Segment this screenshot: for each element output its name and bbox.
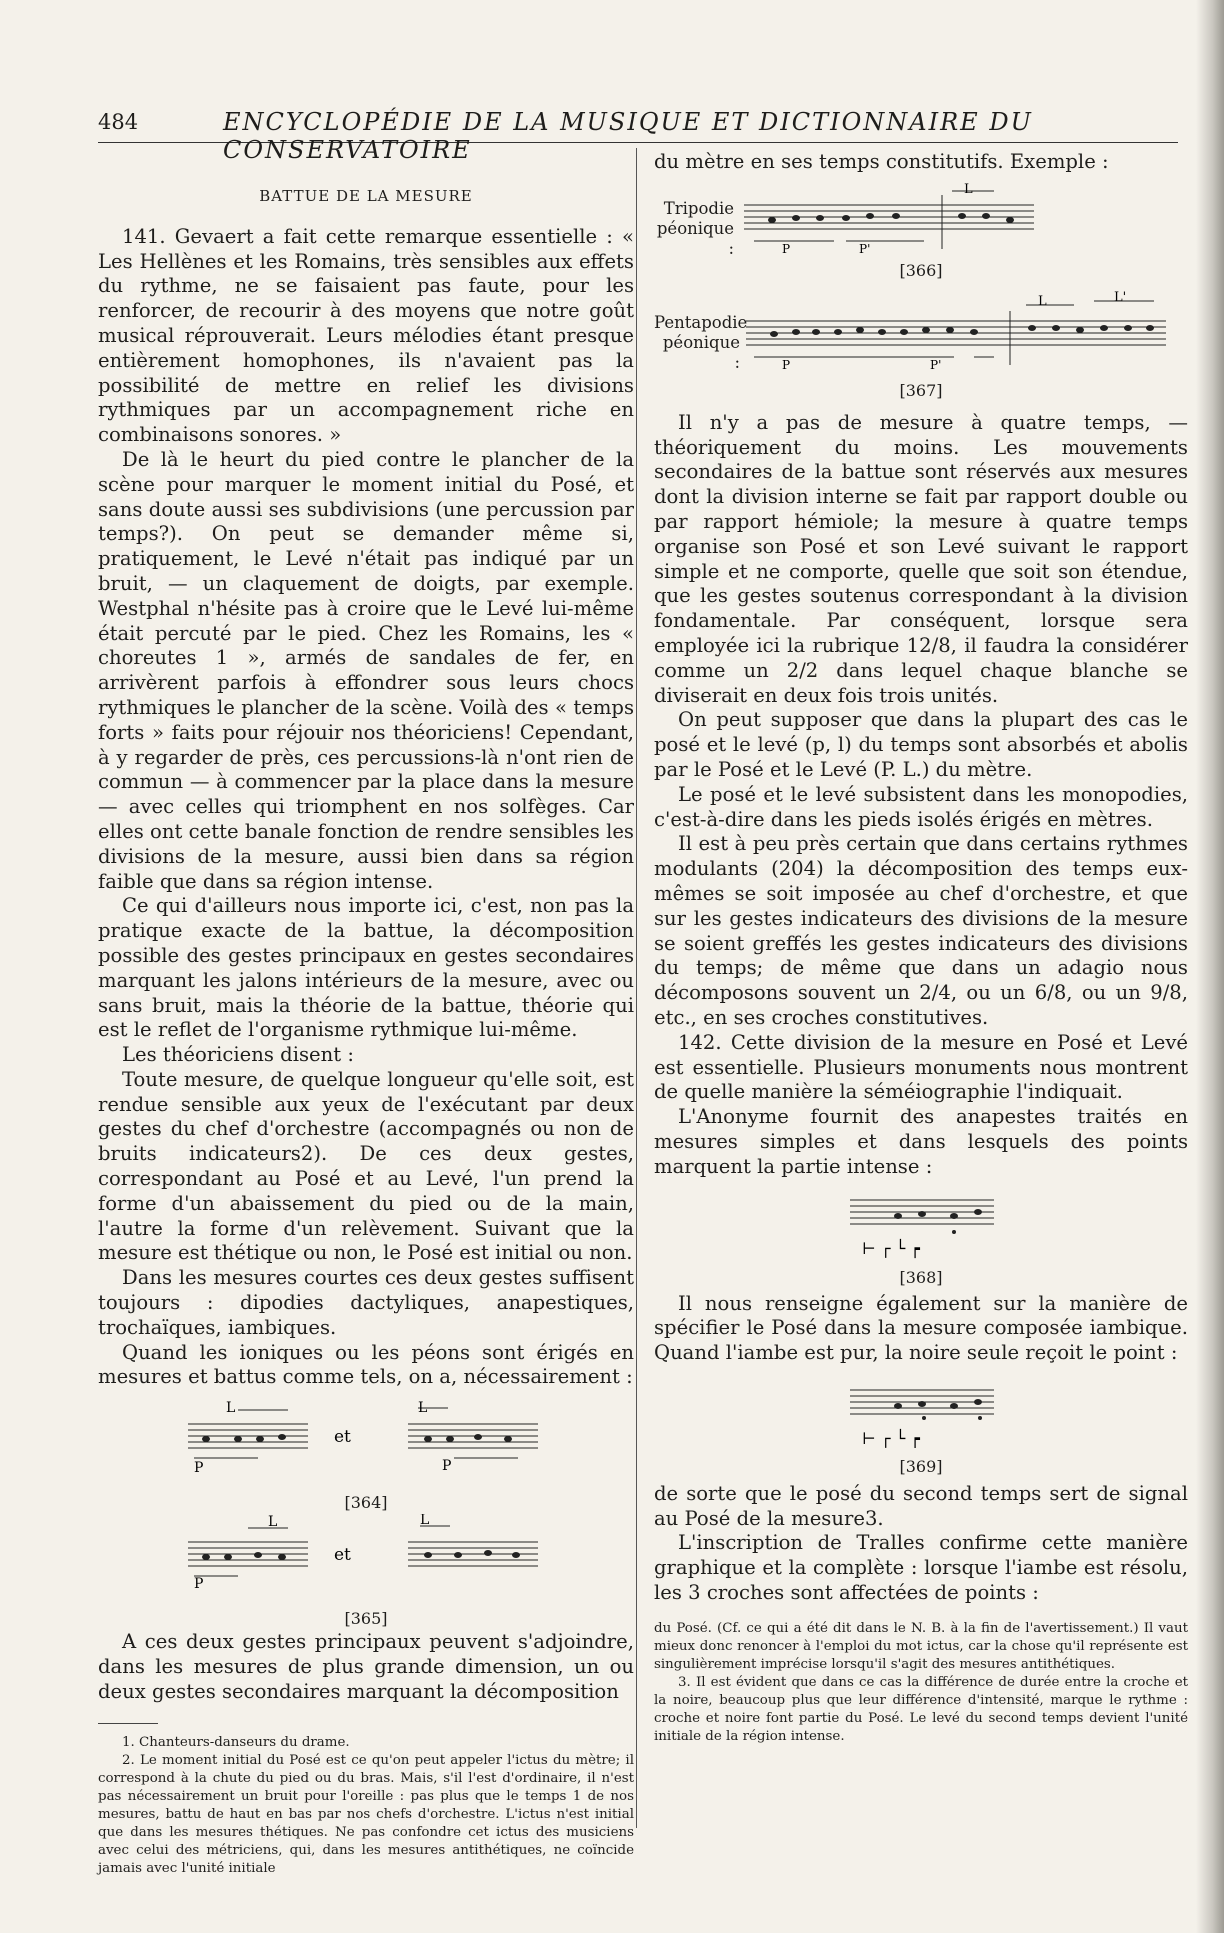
- footnote: 3. Il est évident que dans ce cas la différence de durée entre la croche et la noire, beaucoup plus que leur différence d'intensité, marque le rythme : croche et noire font partie du Posé. Le levé du second temps devient l'unité initiale de la région intense.: [654, 1674, 1188, 1744]
- paragraph: Le posé et le levé subsistent dans les monopodies, c'est-à-dire dans les pieds isolés érigés en mètres.: [654, 782, 1188, 831]
- label-pentapodie: Pentapodie péonique :: [654, 312, 748, 372]
- paragraph: Ce qui d'ailleurs nous importe ici, c'est, non pas la pratique exacte de la battue, la décomposition possible des gestes principaux en gestes secondaires marquant les jalons intérieurs de la mesure, avec ou sans bruit, mais la théorie de la battue, théorie qui est le reflet de l'organisme rythmique lui-même.: [98, 894, 634, 1042]
- paragraph: Quand les ioniques ou les péons sont érigés en mesures et battus comme tels, on a, nécessairement :: [98, 1340, 634, 1389]
- paragraph: L'inscription de Tralles confirme cette manière graphique et la complète : lorsque l'iambe est résolu, les 3 croches sont affectées de points :: [654, 1531, 1188, 1605]
- staff-367: [654, 291, 1188, 375]
- section-title: BATTUE DE LA MESURE: [259, 187, 473, 205]
- svg-text:L: L: [226, 1400, 236, 1417]
- caption-368: [368]: [899, 1268, 943, 1288]
- et-label: et: [334, 1427, 351, 1448]
- svg-text:P: P: [782, 357, 791, 372]
- paragraph: de sorte que le posé du second temps sert de signal au Posé de la mesure3.: [654, 1481, 1188, 1530]
- paragraph: Dans les mesures courtes ces deux gestes suffisent toujours : dipodies dactyliques, anapestiques, trochaïques, iambiques.: [98, 1266, 634, 1339]
- svg-text:L: L: [268, 1514, 278, 1531]
- caption-366: [366]: [899, 260, 943, 280]
- left-column: [98, 150, 634, 1878]
- caption-364: [364]: [344, 1493, 388, 1513]
- label-tripodie: Tripodie péonique :: [656, 198, 734, 258]
- svg-text:L': L': [1114, 290, 1127, 305]
- page-number: 484: [98, 110, 139, 134]
- svg-text:P': P': [930, 357, 942, 372]
- footnote: 1. Chanteurs-danseurs du drame.: [122, 1734, 350, 1750]
- svg-text:P': P': [859, 241, 871, 256]
- paragraph: On peut supposer que dans la plupart des cas le posé et le levé (p, l) du temps sont absorbés et abolis par le Posé et le Levé (P. L.) du mètre.: [654, 708, 1188, 781]
- caption-365: [365]: [344, 1609, 388, 1629]
- staff-368: [654, 1188, 1188, 1260]
- paragraph: Toute mesure, de quelque longueur qu'elle soit, est rendue sensible aux yeux de l'exécutant par deux gestes du chef d'orchestre (accompagnés ou non de bruits indicateurs2). De ces deux gestes, correspondant au Posé et au Levé, l'un prend la forme d'un abaissement du pied ou de la main, l'autre la forme d'un relèvement. Suivant que la mesure est thétique ou non, le Posé est initial ou non.: [98, 1067, 634, 1265]
- svg-text:P: P: [442, 1458, 452, 1475]
- column-divider: [636, 148, 637, 1828]
- et-label: et: [334, 1545, 351, 1566]
- running-title: ENCYCLOPÉDIE DE LA MUSIQUE ET DICTIONNAIRE DU CONSERVATOIRE: [223, 108, 1033, 164]
- footnote: 2. Le moment initial du Posé est ce qu'on peut appeler l'ictus du mètre; il correspond à la chute du pied ou du bras. Mais, s'il l'est d'ordinaire, il n'est pas nécessairement un bruit pour l'oreille : pas plus que le temps 1 de nos mesures, battu de haut en bas par nos chefs d'orchestre. L'ictus n'est initial que dans les mesures thétiques. Ne pas confondre cet ictus des musiciens avec celui des métriciens, qui, dans les mesures antithétiques, ne coïncide jamais avec l'unité initiale: [98, 1752, 634, 1876]
- svg-text:P: P: [194, 1576, 204, 1593]
- paragraph: du mètre en ses temps constitutifs. Exemple :: [654, 150, 1109, 173]
- music-example-368: [654, 1188, 1188, 1288]
- music-example-366: [654, 183, 1188, 283]
- right-column: [654, 150, 1188, 1746]
- paragraph: Les théoriciens disent :: [122, 1043, 354, 1067]
- caption-367: [367]: [899, 380, 943, 400]
- svg-text:L: L: [1038, 293, 1047, 309]
- music-example-364: [98, 1398, 634, 1513]
- paragraph: Il nous renseigne également sur la manière de spécifier le Posé dans la mesure composée iambique. Quand l'iambe est pur, la noire seule reçoit le point :: [654, 1291, 1188, 1365]
- paragraph: 142. Cette division de la mesure en Posé et Levé est essentielle. Plusieurs monuments nous montrent de quelle manière la séméiographie l'indiquait.: [654, 1030, 1188, 1104]
- svg-text:P: P: [782, 241, 791, 256]
- svg-text:⊢ ┌ └ ┍: ⊢ ┌ └ ┍: [862, 1238, 920, 1258]
- svg-text:L: L: [418, 1400, 428, 1417]
- staff-366: [654, 183, 1188, 257]
- music-example-365: [98, 1514, 634, 1629]
- svg-text:L: L: [420, 1514, 430, 1529]
- svg-text:L: L: [964, 182, 973, 197]
- paragraph: L'Anonyme fournit des anapestes traités en mesures simples et dans lesquels des points marquent la partie intense :: [654, 1105, 1188, 1178]
- paragraph: Il n'y a pas de mesure à quatre temps, — théoriquement du moins. Les mouvements secondaires de la battue sont réservés aux mesures dont la division interne se fait par rapport double ou par rapport hémiole; la mesure à quatre temps organise son Posé et son Levé suivant le rapport simple et ne comporte, quelle que soit son étendue, que les gestes soutenus correspondant à la division fondamentale. Par conséquent, lorsque sera employée ici la rubrique 12/8, il faudra la considérer comme un 2/2 dans lequel chaque blanche se diviserait en deux fois trois unités.: [654, 410, 1188, 707]
- caption-369: [369]: [899, 1456, 943, 1476]
- paragraph: 141. Gevaert a fait cette remarque essentielle : « Les Hellènes et les Romains, très sensibles aux effets du rythme, ne se faisaient pas faute, pour les renforcer, de recourir à des moyens que notre goût musical réprouverait. Leurs mélodies étant presque entièrement homophones, ils n'avaient pas la possibilité de mettre en relief les divisions rythmiques par un accompagnement riche en combinaisons sonores. »: [98, 224, 634, 447]
- music-example-367: [654, 291, 1188, 403]
- footnote-rule: [98, 1723, 158, 1724]
- staff-369: [654, 1374, 1188, 1448]
- svg-text:P: P: [194, 1460, 204, 1477]
- paragraph: Il est à peu près certain que dans certains rythmes modulants (204) la décomposition des temps eux-mêmes se soit imposée au chef d'orchestre, et que sur les gestes indicateurs des divisions de la mesure se soient greffés les gestes indicateurs des divisions du temps; de même que dans un adagio nous décomposons souvent un 2/4, ou un 6/8, ou un 9/8, etc., en ses croches constitutives.: [654, 832, 1188, 1029]
- paragraph: A ces deux gestes principaux peuvent s'adjoindre, dans les mesures de plus grande dimension, un ou deux gestes secondaires marquant la décomposition: [98, 1630, 634, 1703]
- page-edge-shadow: [1196, 0, 1224, 1933]
- music-example-369: [654, 1374, 1188, 1474]
- footnote: du Posé. (Cf. ce qui a été dit dans le N. B. à la fin de l'avertissement.) Il vaut mieux donc renoncer à l'emploi du mot ictus, car la chose qu'il représente est singulièrement imprécise lorsqu'il s'agit des mesures antithétiques.: [654, 1620, 1188, 1672]
- paragraph: De là le heurt du pied contre le plancher de la scène pour marquer le moment initial du Posé, et sans doute aussi ses subdivisions (une percussion par temps?). On peut se demander même si, pratiquement, le Levé n'était pas indiqué par un bruit, — un claquement de doigts, par exemple. Westphal n'hésite pas à croire que le Levé lui-même était percuté par le pied. Chez les Romains, les « choreutes 1 », armés de sandales de fer, en arrivèrent parfois à effondrer sous leurs chocs rythmiques le plancher de la scène. Voilà des « temps forts » faits pour réjouir nos théoriciens! Cependant, à y regarder de près, ces percussions-là n'ont rien de commun — à commencer par la place dans la mesure — avec celles qui triomphent en nos solfèges. Car elles ont cette banale fonction de rendre sensibles les divisions de la mesure, aussi bien dans sa région faible que dans sa région intense.: [98, 447, 634, 893]
- staff-364: [98, 1398, 634, 1484]
- staff-365: [98, 1514, 634, 1600]
- svg-text:⊢ ┌ └ ┍: ⊢ ┌ └ ┍: [862, 1428, 920, 1448]
